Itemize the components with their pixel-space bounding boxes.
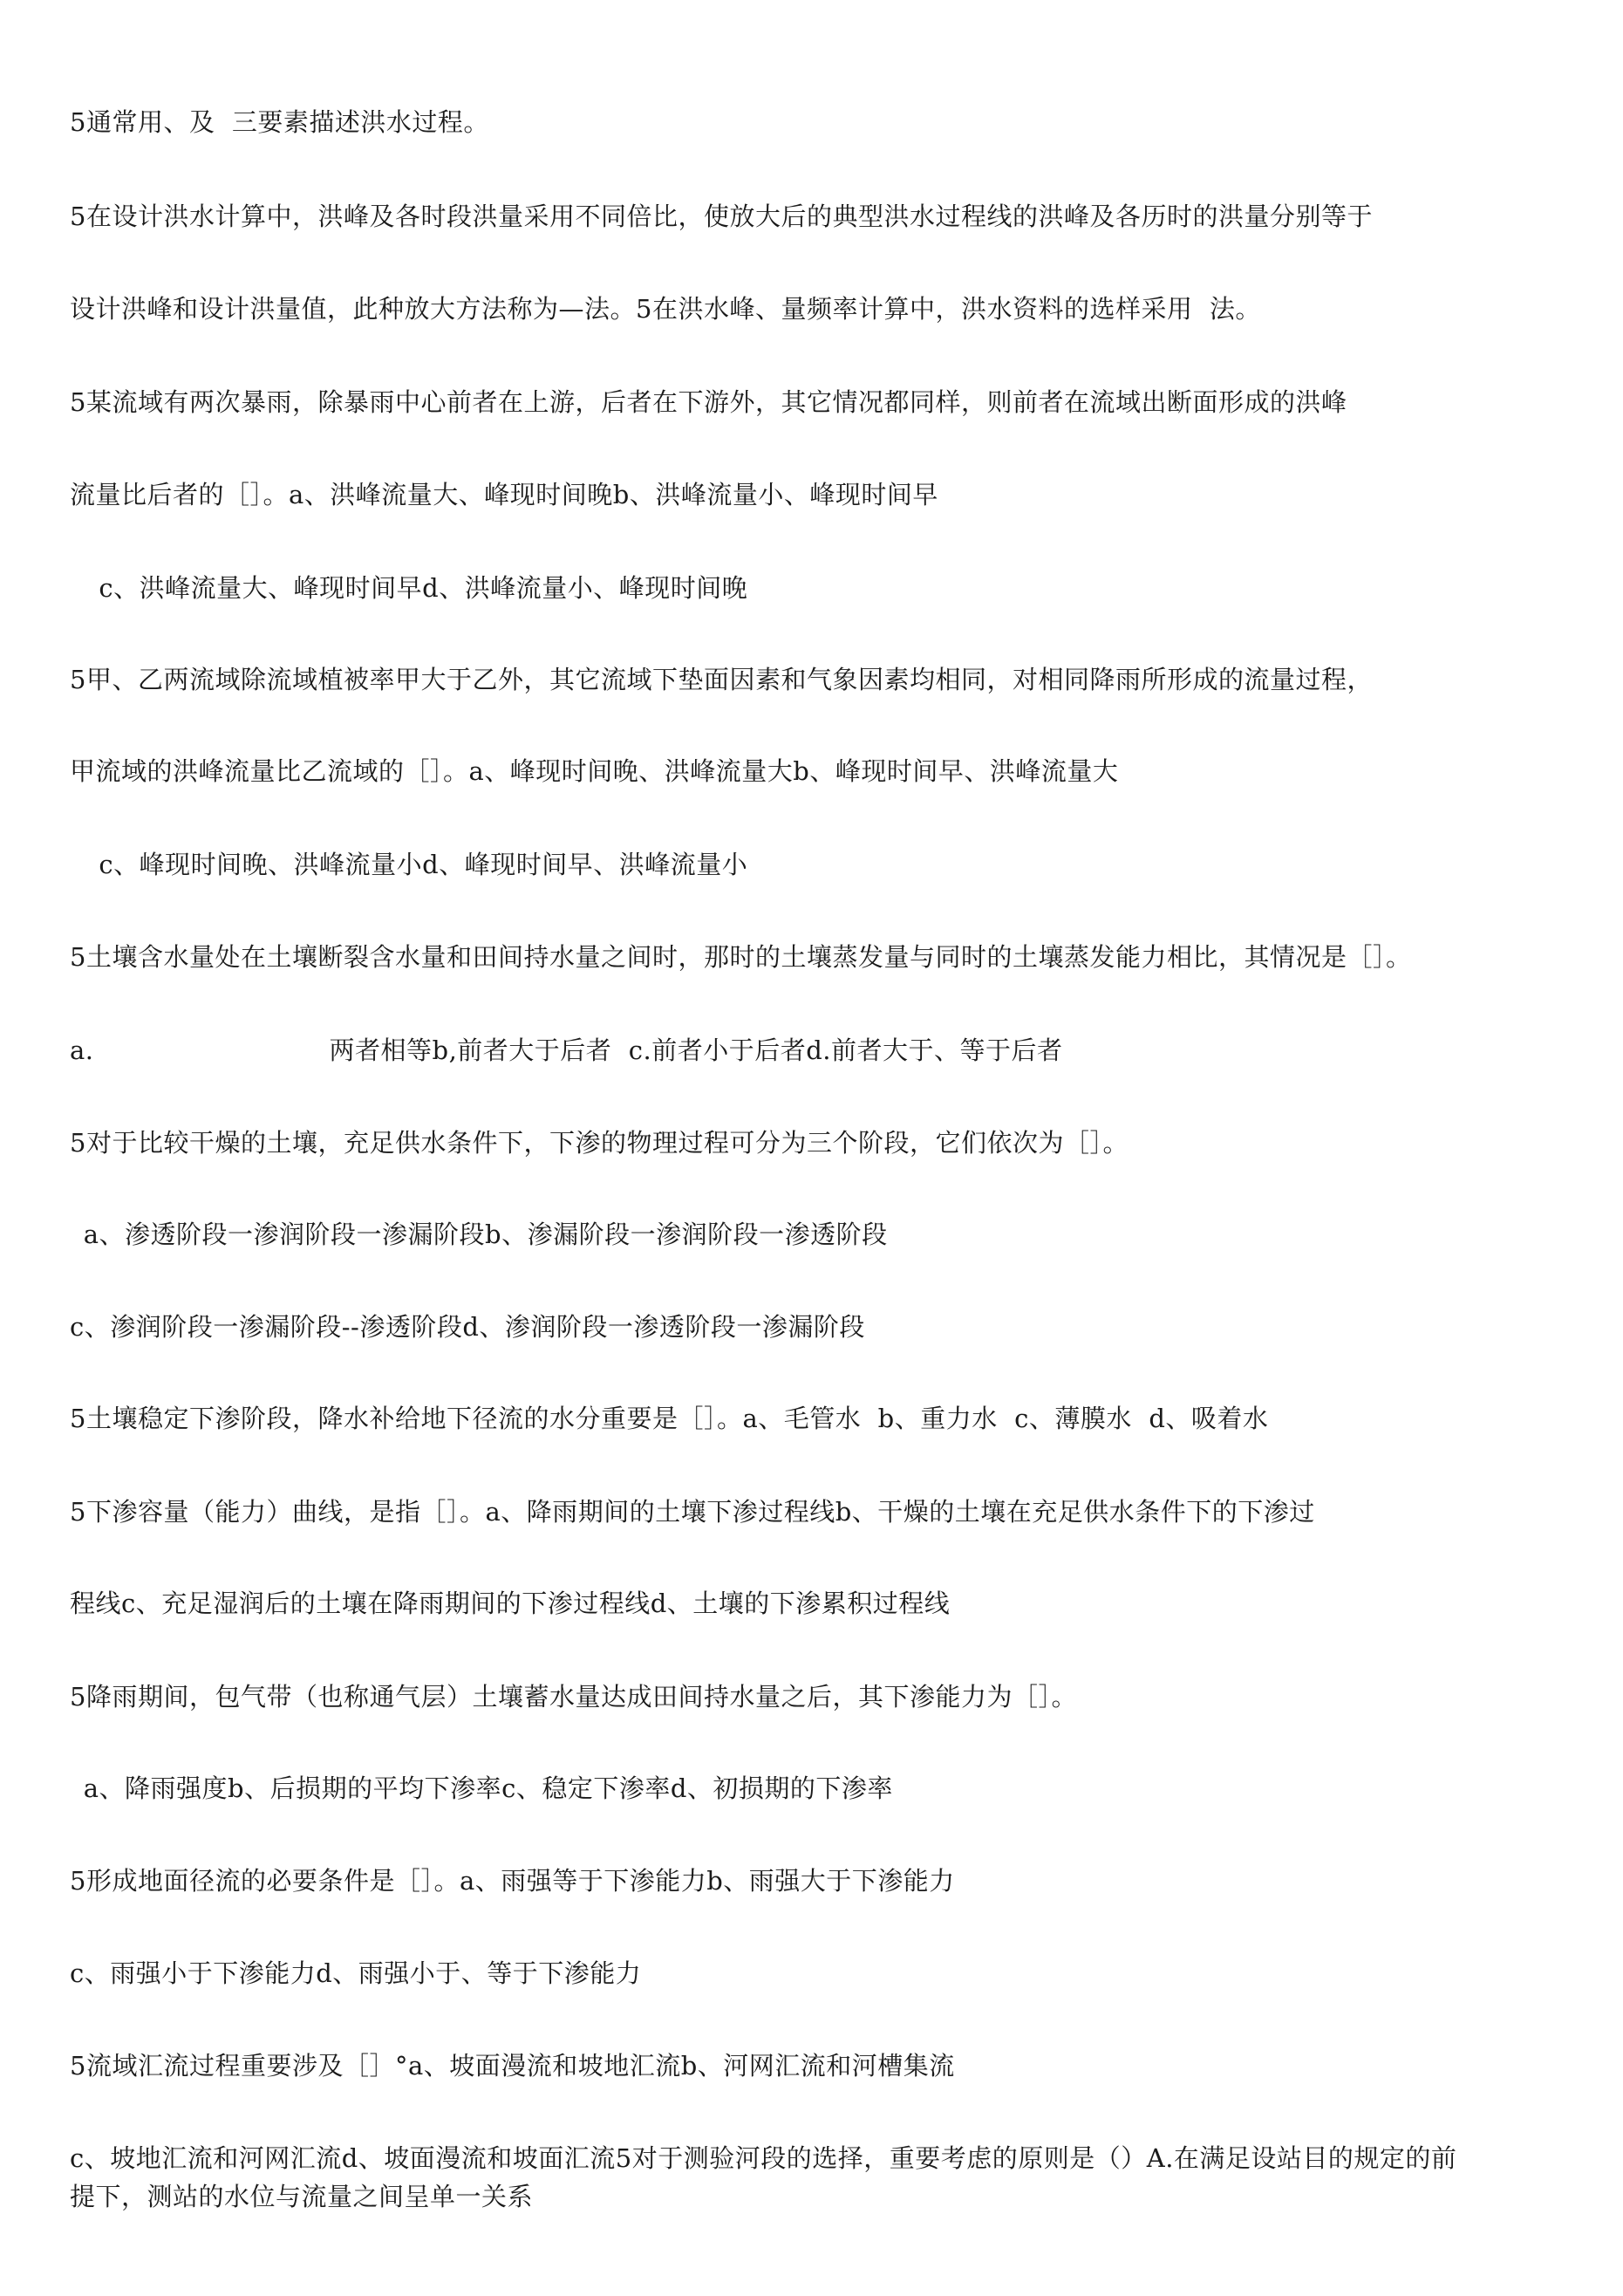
- text-line-11: [70, 1035, 1062, 1066]
- text-line-9: c、峰现时间晚、洪峰流量小d、峰现时间早、洪峰流量小: [82, 850, 748, 879]
- text-line-17: 程线c、充足湿润后的土壤在降雨期间的下渗过程线d、土壤的下渗累积过程线: [70, 1589, 951, 1618]
- text-line-18: 5降雨期间，包气带（也称通气层）土壤蓄水量达成田间持水量之后，其下渗能力为［］。: [70, 1682, 1077, 1712]
- text-line-22: 5流域汇流过程重要涉及［］°a、坡面漫流和坡地汇流b、河网汇流和河槽集流: [70, 2051, 955, 2081]
- text-line-14: c、渗润阶段一渗漏阶段--渗透阶段d、渗润阶段一渗透阶段一渗漏阶段: [70, 1312, 865, 1342]
- text-line-19: a、降雨强度b、后损期的平均下渗率c、稳定下渗率d、初损期的下渗率: [75, 1773, 893, 1803]
- text-line-6: c、洪峰流量大、峰现时间早d、洪峰流量小、峰现时间晚: [82, 573, 748, 603]
- text-line-11-prefix: a.: [70, 1035, 94, 1065]
- text-line-24: 提下，测站的水位与流量之间呈单一关系: [70, 2182, 534, 2211]
- text-line-15: 5土壤稳定下渗阶段，降水补给地下径流的水分重要是［］。a、毛管水 b、重力水 c、薄膜水 d、吸着水: [70, 1404, 1269, 1433]
- text-line-23: c、坡地汇流和河网汇流d、坡面漫流和坡面汇流5对于测验河段的选择，重要考虑的原则是（）A.在满足设站目的规定的前: [70, 2143, 1457, 2173]
- text-line-5: 流量比后者的［］。a、洪峰流量大、峰现时间晚b、洪峰流量小、峰现时间早: [70, 480, 938, 509]
- text-line-10: 5土壤含水量处在土壤断裂含水量和田间持水量之间时，那时的土壤蒸发量与同时的土壤蒸发能力相比，其情况是［］。: [70, 942, 1412, 972]
- text-line-1: 5通常用、及 三要素描述洪水过程。: [70, 107, 489, 137]
- text-line-21: c、雨强小于下渗能力d、雨强小于、等于下渗能力: [70, 1958, 642, 1988]
- text-line-20: 5形成地面径流的必要条件是［］。a、雨强等于下渗能力b、雨强大于下渗能力: [70, 1866, 955, 1896]
- text-line-3: 设计洪峰和设计洪量值，此种放大方法称为—法。5在洪水峰、量频率计算中，洪水资料的选样采用 法。: [70, 294, 1261, 324]
- text-line-4: 5某流域有两次暴雨，除暴雨中心前者在上游，后者在下游外，其它情况都同样，则前者在流域出断面形成的洪峰: [70, 387, 1347, 417]
- text-line-7: 5甲、乙两流域除流域植被率甲大于乙外，其它流域下垫面因素和气象因素均相同，对相同降雨所形成的流量过程，: [70, 665, 1373, 694]
- text-line-8: 甲流域的洪峰流量比乙流域的［］。a、峰现时间晚、洪峰流量大b、峰现时间早、洪峰流量大: [70, 756, 1119, 786]
- text-line-2: 5在设计洪水计算中，洪峰及各时段洪量采用不同倍比，使放大后的典型洪水过程线的洪峰及各历时的洪量分别等于: [70, 202, 1373, 231]
- text-line-16: 5下渗容量（能力）曲线，是指［］。a、降雨期间的土壤下渗过程线b、干燥的土壤在充足供水条件下的下渗过: [70, 1497, 1315, 1527]
- text-line-11-body: 两者相等b,前者大于后者 c.前者小于后者d.前者大于、等于后者: [329, 1035, 1063, 1065]
- text-line-12: 5对于比较干燥的土壤，充足供水条件下，下渗的物理过程可分为三个阶段，它们依次为［］。: [70, 1128, 1129, 1158]
- text-line-13: a、渗透阶段一渗润阶段一渗漏阶段b、渗漏阶段一渗润阶段一渗透阶段: [75, 1220, 888, 1249]
